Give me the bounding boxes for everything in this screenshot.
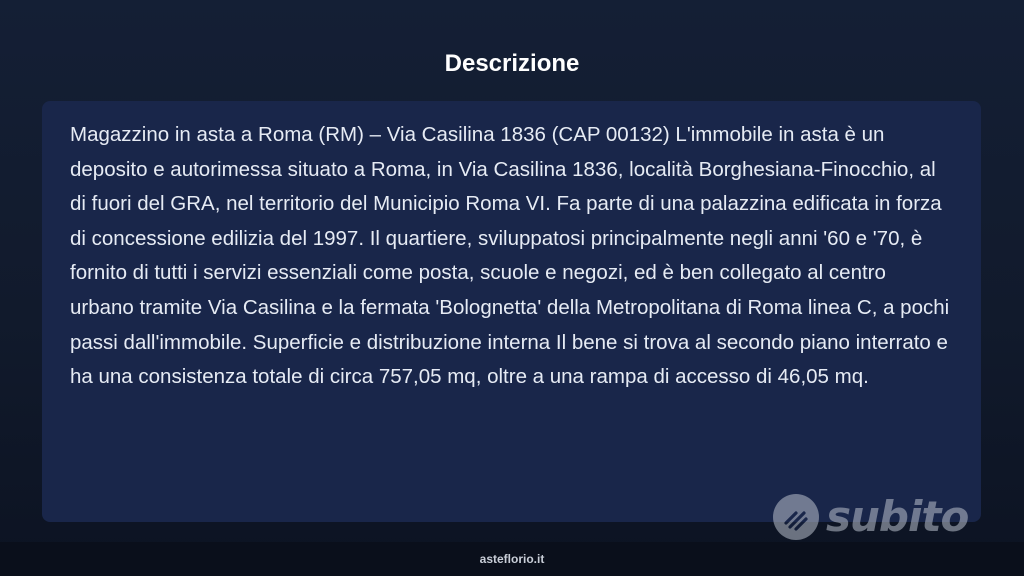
footer-source: asteflorio.it [479, 552, 545, 566]
description-card [42, 101, 981, 522]
watermark-text: subito [826, 492, 969, 541]
subito-logo-icon [772, 493, 820, 541]
subito-watermark [772, 492, 968, 542]
description-text: Magazzino in asta a Roma (RM) – Via Casilina 1836 (CAP 00132) L'immobile in asta è un deposito e autorimessa situato a Roma, in Via Casilina 1836, località Borghesiana-Finocchio, al di fuori del GRA, nel territorio del Municipio Roma VI. Fa parte di una palazzina edificata in forza di concessione edilizia del 1997. Il quartiere, sviluppatosi principalmente negli anni '60 e '70, è fornito di tutti i servizi essenziali come posta, scuole e negozi, ed è ben collegato al centro urbano tramite Via Casilina e la fermata 'Bolognetta' della Metropolitana di Roma linea C, a pochi passi dall'immobile. Superficie e distribuzione interna Il bene si trova al secondo piano interrato e ha una consistenza totale di circa 757,05 mq, oltre a una rampa di accesso di 46,05 mq. [70, 123, 950, 389]
page-title: Descrizione [444, 50, 580, 77]
footer-bar [0, 542, 1024, 576]
